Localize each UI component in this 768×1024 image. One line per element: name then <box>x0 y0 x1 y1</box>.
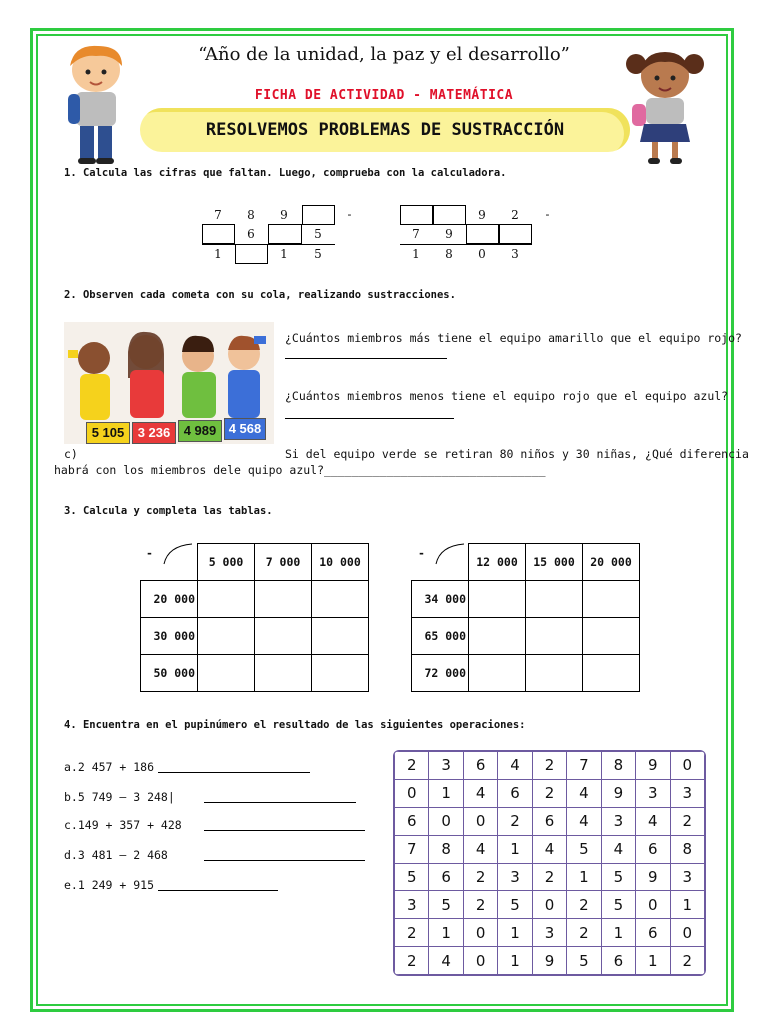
team-blue-badge: 4 568 <box>224 418 266 440</box>
grid-cell[interactable]: 0 <box>463 807 497 835</box>
q1-left-digit: 7 <box>214 208 222 222</box>
table-answer-cell[interactable] <box>198 618 255 655</box>
grid-cell[interactable]: 1 <box>601 919 635 947</box>
grid-cell[interactable]: 4 <box>636 807 670 835</box>
grid-cell[interactable]: 0 <box>429 807 463 835</box>
table-col-header: 7 000 <box>255 544 312 581</box>
q1-left-blank-box[interactable] <box>202 224 235 244</box>
q4-answer-e-line[interactable] <box>158 876 278 891</box>
q4-operation-a: a.2 457 + 186 <box>64 760 155 774</box>
grid-cell[interactable]: 5 <box>567 835 601 863</box>
q2-answer-b-line[interactable] <box>285 404 454 419</box>
grid-cell[interactable]: 9 <box>601 779 635 807</box>
children-team-illustration <box>64 322 274 444</box>
table-answer-cell[interactable] <box>312 655 369 692</box>
grid-cell[interactable]: 6 <box>429 863 463 891</box>
q4-prompt: 4. Encuentra en el pupinúmero el resultado de las siguientes operaciones: <box>64 719 526 731</box>
q1-left-blank-box[interactable] <box>235 244 268 264</box>
q1-right-digit: 8 <box>445 247 453 261</box>
grid-cell[interactable]: 3 <box>498 863 532 891</box>
q1-left-digit: 1 <box>214 247 222 261</box>
table-row-header: 72 000 <box>412 655 469 692</box>
grid-cell[interactable]: 5 <box>601 863 635 891</box>
q1-right-digit: 1 <box>412 247 420 261</box>
team-red-badge: 3 236 <box>132 422 176 444</box>
grid-row <box>395 863 705 891</box>
table-col-header: 10 000 <box>312 544 369 581</box>
grid-cell[interactable]: 1 <box>498 919 532 947</box>
grid-cell[interactable]: 2 <box>395 947 429 975</box>
q1-right-digit: 0 <box>478 247 486 261</box>
grid-cell[interactable]: 4 <box>567 807 601 835</box>
q4-answer-d-line[interactable] <box>204 846 365 861</box>
table-row-header: 30 000 <box>141 618 198 655</box>
table-row-header: 20 000 <box>141 581 198 618</box>
grid-cell[interactable]: 5 <box>395 863 429 891</box>
grid-cell[interactable]: 6 <box>636 919 670 947</box>
q2-question-a: ¿Cuántos miembros más tiene el equipo amarillo que el equipo rojo? <box>285 331 742 345</box>
grid-cell[interactable]: 1 <box>498 835 532 863</box>
q1-left-digit: 8 <box>247 208 255 222</box>
table-col-header: 5 000 <box>198 544 255 581</box>
grid-cell[interactable]: 0 <box>670 752 705 780</box>
table-col-header: 15 000 <box>526 544 583 581</box>
grid-cell[interactable]: 5 <box>498 891 532 919</box>
grid-cell[interactable]: 0 <box>670 919 705 947</box>
grid-cell[interactable]: 0 <box>636 891 670 919</box>
team-yellow-badge: 5 105 <box>86 422 130 444</box>
q2-answer-a-line[interactable] <box>285 344 447 359</box>
table-answer-cell[interactable] <box>312 618 369 655</box>
grid-cell[interactable]: 4 <box>429 947 463 975</box>
grid-cell[interactable]: 1 <box>429 779 463 807</box>
q1-right-digit: 3 <box>511 247 519 261</box>
table-answer-cell[interactable] <box>255 581 312 618</box>
grid-cell[interactable]: 1 <box>670 891 705 919</box>
grid-cell[interactable]: 4 <box>532 835 566 863</box>
grid-cell[interactable]: 2 <box>395 752 429 780</box>
q3-table2-minus: - <box>418 546 425 560</box>
q4-operation-d: d.3 481 – 2 468 <box>64 848 168 862</box>
table-col-header: 12 000 <box>469 544 526 581</box>
grid-cell[interactable]: 6 <box>601 947 635 975</box>
grid-cell[interactable]: 3 <box>670 863 705 891</box>
grid-cell[interactable]: 0 <box>463 947 497 975</box>
grid-cell[interactable]: 0 <box>395 779 429 807</box>
table-answer-cell[interactable] <box>583 618 640 655</box>
grid-cell[interactable]: 6 <box>636 835 670 863</box>
grid-cell[interactable]: 0 <box>463 919 497 947</box>
q4-operation-e: e.1 249 + 915 <box>64 878 155 892</box>
grid-cell[interactable]: 3 <box>429 752 463 780</box>
grid-cell[interactable]: 4 <box>567 779 601 807</box>
q4-answer-b-line[interactable] <box>204 788 356 803</box>
q1-left-minus: - <box>346 207 353 221</box>
grid-row <box>395 779 705 807</box>
q1-right-digit: 7 <box>412 227 420 241</box>
q1-right-minus: - <box>544 207 551 221</box>
table-col-header: 20 000 <box>583 544 640 581</box>
q1-left-digit: 9 <box>280 208 288 222</box>
grid-cell[interactable]: 4 <box>601 835 635 863</box>
table-answer-cell[interactable] <box>526 581 583 618</box>
table-answer-cell[interactable] <box>198 655 255 692</box>
q1-right-blank-box[interactable] <box>466 224 499 244</box>
grid-cell[interactable]: 2 <box>532 752 566 780</box>
grid-cell[interactable]: 2 <box>532 863 566 891</box>
grid-cell[interactable]: 5 <box>429 891 463 919</box>
table-row-header: 65 000 <box>412 618 469 655</box>
table-answer-cell[interactable] <box>198 581 255 618</box>
pupinumero-grid <box>393 750 706 976</box>
q3-prompt: 3. Calcula y completa las tablas. <box>64 505 273 517</box>
q1-right-blank-box[interactable] <box>433 205 466 225</box>
q3-table2 <box>411 543 640 692</box>
grid-cell[interactable]: 2 <box>532 779 566 807</box>
table-answer-cell[interactable] <box>526 655 583 692</box>
grid-cell[interactable]: 3 <box>395 891 429 919</box>
page-title: RESOLVEMOS PROBLEMAS DE SUSTRACCIÓN <box>205 120 565 140</box>
grid-cell[interactable]: 2 <box>498 807 532 835</box>
table-answer-cell[interactable] <box>469 581 526 618</box>
grid-row <box>395 752 705 780</box>
grid-cell[interactable]: 4 <box>463 835 497 863</box>
q2-question-c-line1: Si del equipo verde se retiran 80 niños y 30 niñas, ¿Qué diferencia <box>285 447 749 461</box>
grid-cell[interactable]: 6 <box>498 779 532 807</box>
q1-left-digit: 5 <box>314 227 322 241</box>
grid-cell[interactable]: 1 <box>567 863 601 891</box>
grid-cell[interactable]: 7 <box>567 752 601 780</box>
grid-cell[interactable]: 1 <box>498 947 532 975</box>
q1-left-blank-box[interactable] <box>302 205 335 225</box>
q1-right-digit: 2 <box>511 208 519 222</box>
table-answer-cell[interactable] <box>469 618 526 655</box>
grid-cell[interactable]: 6 <box>463 752 497 780</box>
table-answer-cell[interactable] <box>526 618 583 655</box>
pupinumero-table <box>394 751 705 975</box>
q2-question-b: ¿Cuántos miembros menos tiene el equipo rojo que el equipo azul? <box>285 389 729 403</box>
grid-row <box>395 891 705 919</box>
grid-row <box>395 835 705 863</box>
table-answer-cell[interactable] <box>469 655 526 692</box>
q3-table1 <box>140 543 369 692</box>
q1-right-digit: 9 <box>445 227 453 241</box>
grid-cell[interactable]: 9 <box>636 752 670 780</box>
grid-cell[interactable]: 2 <box>670 947 705 975</box>
q2-prompt: 2. Observen cada cometa con su cola, realizando sustracciones. <box>64 289 456 301</box>
grid-cell[interactable]: 2 <box>670 807 705 835</box>
q1-left-digit: 5 <box>314 247 322 261</box>
grid-cell[interactable]: 1 <box>636 947 670 975</box>
q2-question-c-line2: habrá con los miembros dele quipo azul?________________________________ <box>54 463 546 477</box>
q1-right-blank-box[interactable] <box>499 224 532 244</box>
grid-row <box>395 919 705 947</box>
q1-right-digit: 9 <box>478 208 486 222</box>
q3-table1-minus: - <box>146 546 153 560</box>
grid-cell[interactable]: 2 <box>463 891 497 919</box>
grid-cell[interactable]: 2 <box>463 863 497 891</box>
q1-prompt: 1. Calcula las cifras que faltan. Luego, comprueba con la calculadora. <box>64 167 507 179</box>
q1-left-digit: 1 <box>280 247 288 261</box>
q4-operation-c: c.149 + 357 + 428 <box>64 818 182 832</box>
q1-left-blank-box[interactable] <box>268 224 302 244</box>
grid-cell[interactable]: 8 <box>601 752 635 780</box>
table-corner <box>141 544 198 581</box>
q1-left-digit: 6 <box>247 227 255 241</box>
q1-right-blank-box[interactable] <box>400 205 433 225</box>
grid-cell[interactable]: 8 <box>670 835 705 863</box>
grid-cell[interactable]: 0 <box>532 891 566 919</box>
table-answer-cell[interactable] <box>583 655 640 692</box>
grid-cell[interactable]: 2 <box>567 891 601 919</box>
q4-operation-b: b.5 749 – 3 248| <box>64 790 175 804</box>
table-answer-cell[interactable] <box>255 618 312 655</box>
grid-cell[interactable]: 9 <box>532 947 566 975</box>
q4-answer-a-line[interactable] <box>158 758 310 773</box>
grid-cell[interactable]: 5 <box>601 891 635 919</box>
table-row-header: 34 000 <box>412 581 469 618</box>
grid-row <box>395 947 705 975</box>
grid-cell[interactable]: 8 <box>429 835 463 863</box>
team-green-badge: 4 989 <box>178 420 222 442</box>
grid-cell[interactable]: 2 <box>395 919 429 947</box>
table-corner <box>412 544 469 581</box>
table-answer-cell[interactable] <box>583 581 640 618</box>
grid-cell[interactable]: 6 <box>532 807 566 835</box>
table-answer-cell[interactable] <box>312 581 369 618</box>
grid-cell[interactable]: 6 <box>395 807 429 835</box>
q4-answer-c-line[interactable] <box>204 816 365 831</box>
grid-cell[interactable]: 4 <box>463 779 497 807</box>
grid-cell[interactable]: 3 <box>532 919 566 947</box>
grid-row <box>395 807 705 835</box>
grid-cell[interactable]: 5 <box>567 947 601 975</box>
grid-cell[interactable]: 9 <box>636 863 670 891</box>
grid-cell[interactable]: 3 <box>670 779 705 807</box>
grid-cell[interactable]: 3 <box>601 807 635 835</box>
grid-cell[interactable]: 2 <box>567 919 601 947</box>
table-row-header: 50 000 <box>141 655 198 692</box>
grid-cell[interactable]: 4 <box>498 752 532 780</box>
motto-heading: “Año de la unidad, la paz y el desarrollo” <box>198 44 570 65</box>
grid-cell[interactable]: 7 <box>395 835 429 863</box>
grid-cell[interactable]: 3 <box>636 779 670 807</box>
q2-label-c: c) <box>64 447 78 461</box>
table-answer-cell[interactable] <box>255 655 312 692</box>
grid-cell[interactable]: 1 <box>429 919 463 947</box>
activity-subtitle: FICHA DE ACTIVIDAD - MATEMÁTICA <box>254 88 514 103</box>
